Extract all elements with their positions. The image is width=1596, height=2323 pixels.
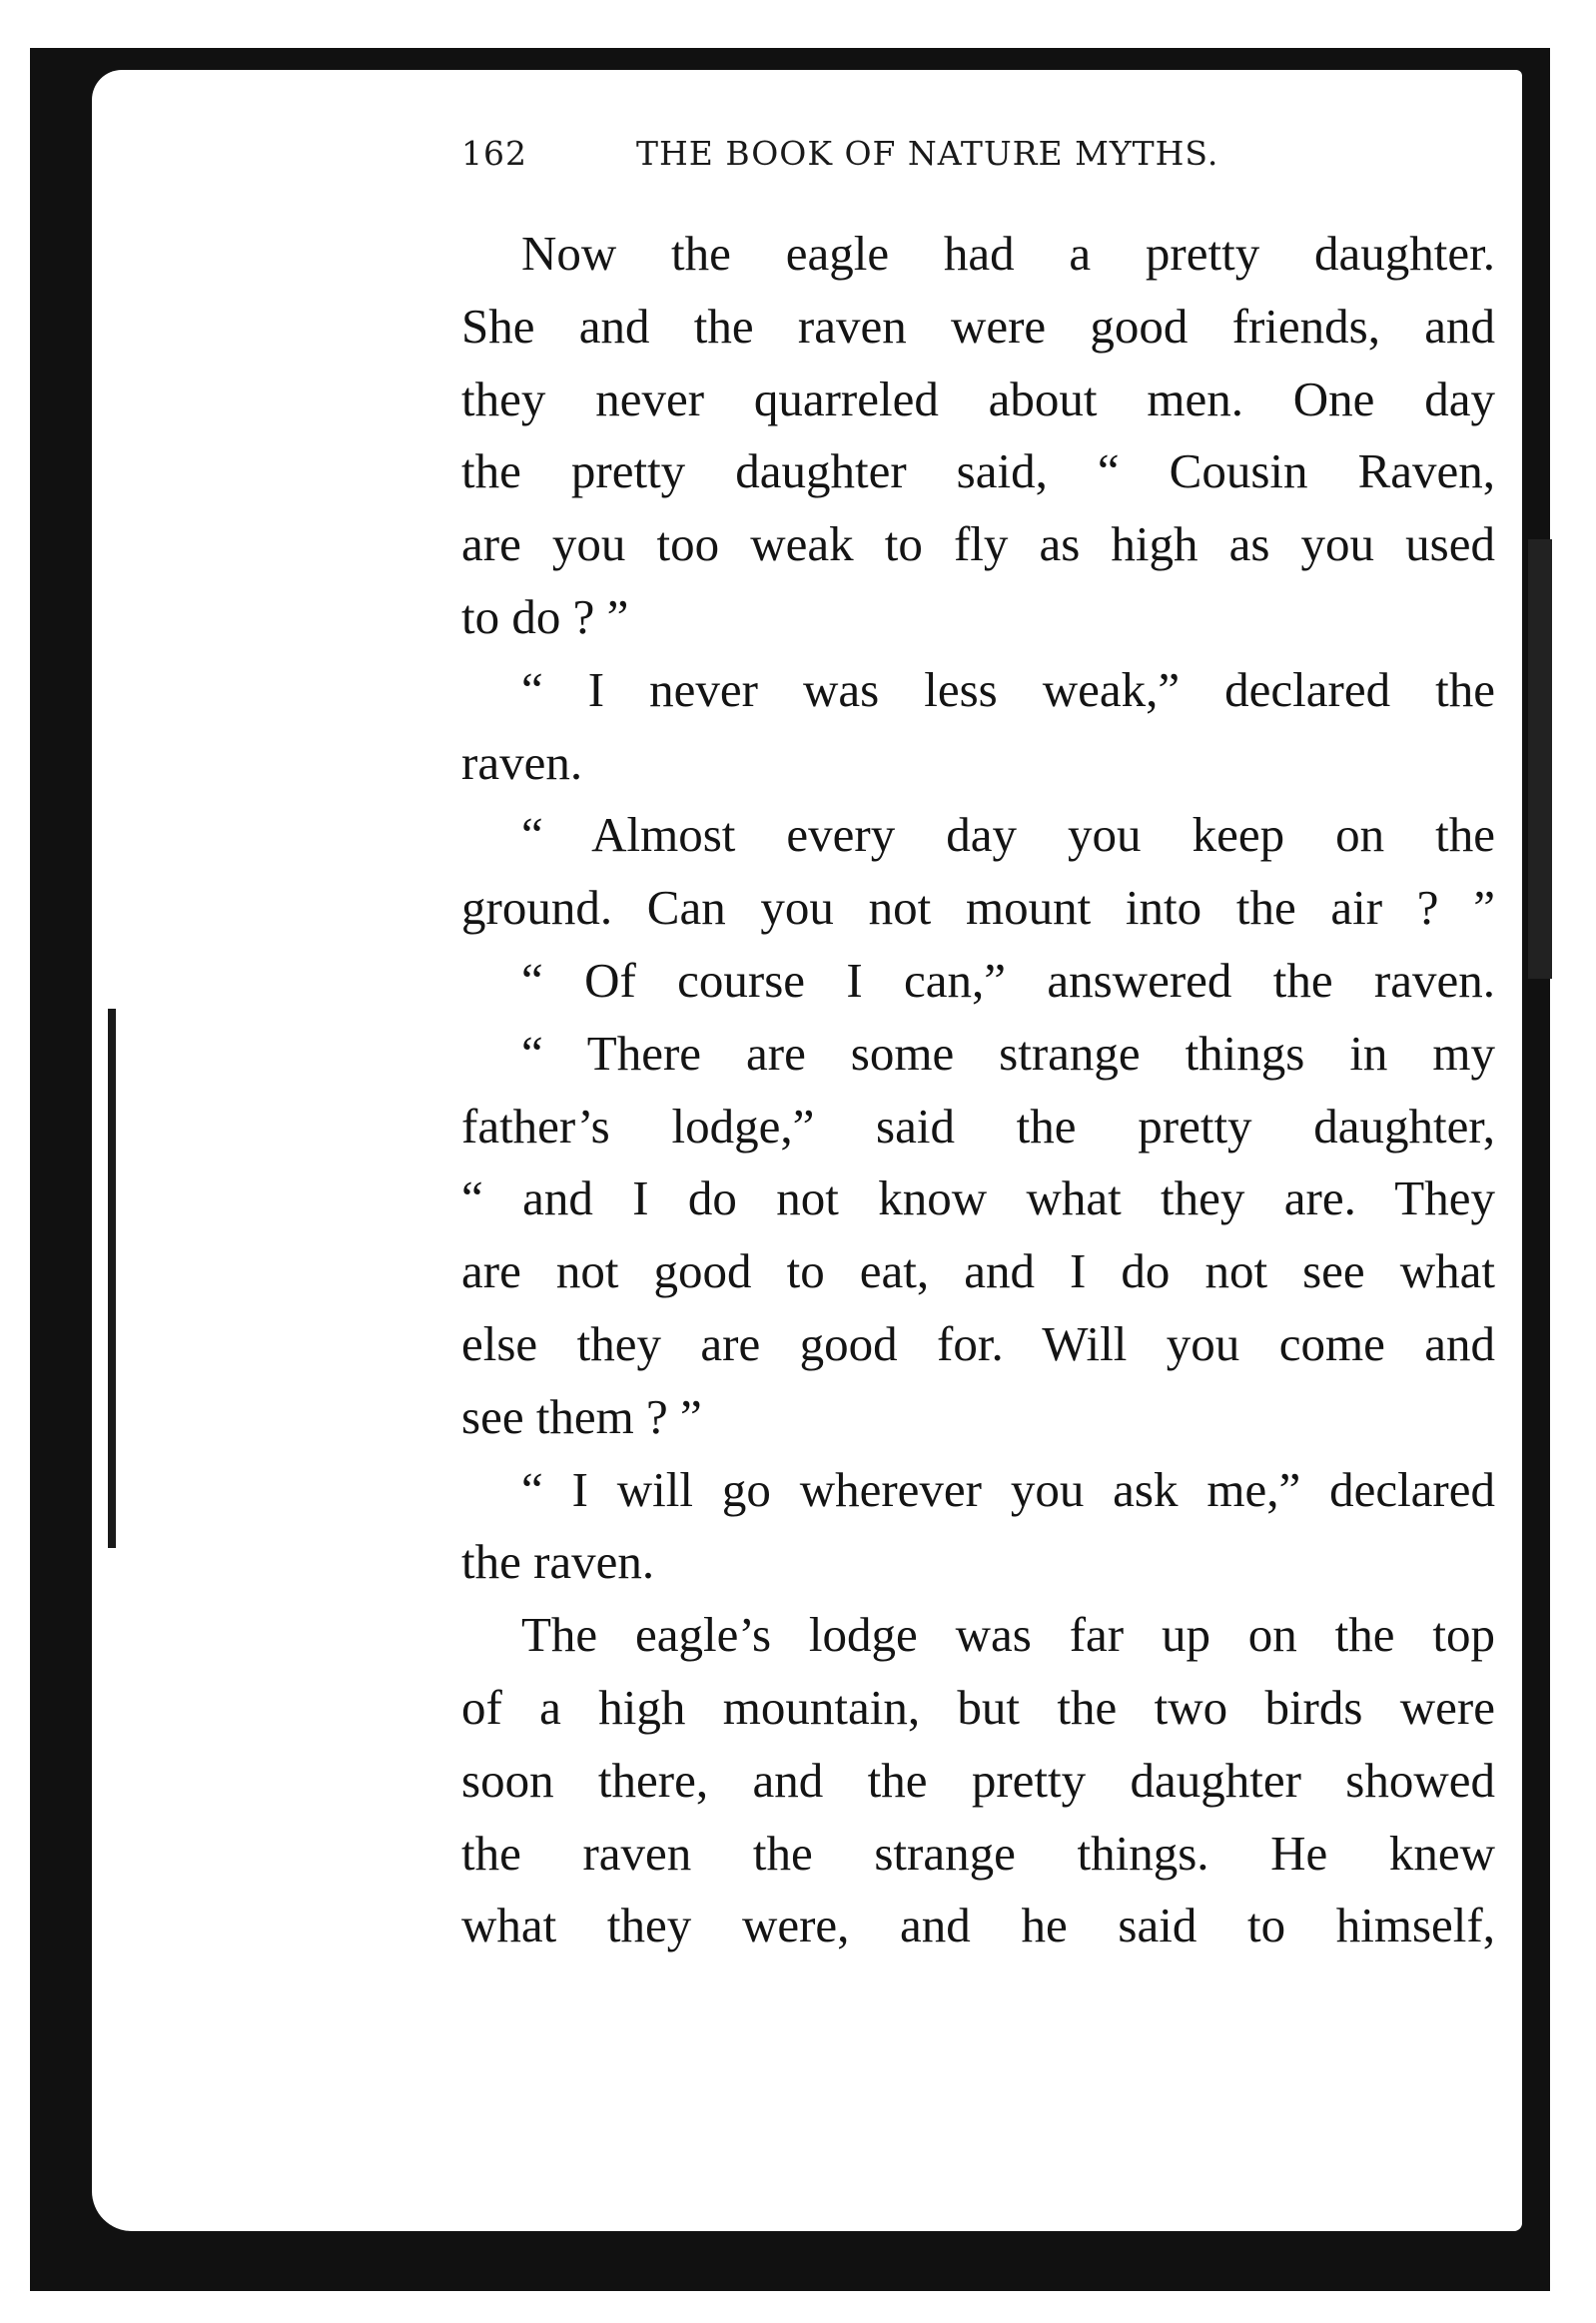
text-line: else they are good for. Will you come and [461, 1315, 1495, 1371]
page-number: 162 [461, 134, 527, 173]
text-line: the raven the strange things. He knew [461, 1825, 1495, 1881]
text-line: what they were, and he said to himself, [461, 1898, 1495, 1953]
text-line: The eagle’s lodge was far up on the top [521, 1607, 1495, 1663]
running-head [461, 134, 1460, 184]
text-line: “ and I do not know what they are. They [461, 1170, 1495, 1226]
text-line: to do ? ” [461, 588, 629, 644]
text-line: “ Of course I can,” answered the raven. [521, 952, 1495, 1008]
body-text [461, 218, 1495, 1962]
spine-shadow [108, 1009, 116, 1548]
text-line: the raven. [461, 1534, 655, 1590]
text-line: of a high mountain, but the two birds were [461, 1679, 1495, 1735]
text-line: Now the eagle had a pretty daughter. [521, 226, 1495, 281]
text-line: soon there, and the pretty daughter showed [461, 1752, 1495, 1808]
page-edge-mark [1528, 539, 1552, 979]
text-line: are not good to eat, and I do not see what [461, 1243, 1495, 1299]
text-line: see them ? ” [461, 1388, 702, 1444]
text-line: are you too weak to fly as high as you used [461, 516, 1495, 572]
text-line: the pretty daughter said, “ Cousin Raven, [461, 443, 1495, 499]
text-line: ground. Can you not mount into the air ? ” [461, 880, 1495, 936]
text-line: “ I never was less weak,” declared the [521, 661, 1495, 717]
text-line: “ Almost every day you keep on the [521, 807, 1495, 863]
book-title: THE BOOK OF NATURE MYTHS. [636, 134, 1219, 173]
text-line: father’s lodge,” said the pretty daughter, [461, 1098, 1495, 1154]
text-line: “ I will go wherever you ask me,” declared [521, 1461, 1495, 1517]
text-line: She and the raven were good friends, and [461, 298, 1495, 354]
text-line: “ There are some strange things in my [521, 1025, 1495, 1081]
text-line: they never quarreled about men. One day [461, 371, 1495, 426]
text-line: raven. [461, 734, 583, 790]
